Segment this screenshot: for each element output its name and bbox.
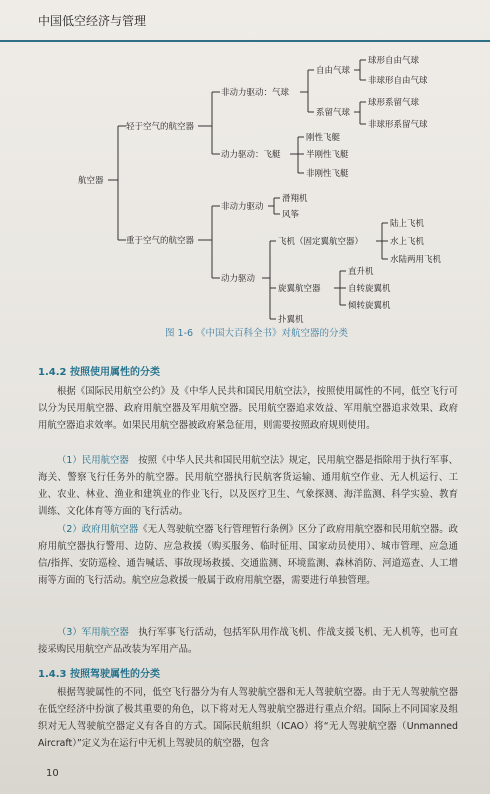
tree-node-rotorcraft: 旋翼航空器	[278, 284, 321, 294]
section-heading-143: 1.4.3 按照驾驶属性的分类	[38, 669, 160, 680]
tree-node-powered: 动力驱动	[221, 274, 256, 284]
tree-leaf-rigid-airship: 刚性飞艇	[306, 133, 341, 143]
tree-leaf-land-plane: 陆上飞机	[390, 219, 425, 229]
paragraph-government-text: 《无人驾驶航空器飞行管理暂行条例》区分了政府用航空器和民用航空器。政府用航空器执行警用、边防、应急救援（购买服务、临时征用、国家动员使用）、城市管理、应急通信/指挥、安防巡检、通告喊话、事故现场救援、交通监测、环境监测、森林消防、河道巡查、人工增雨等方面的飞行活动。航空应急救援一般属于政府用航空器，需要进行单独管理。	[38, 524, 458, 586]
paragraph-military-text: 执行军事飞行活动，包括军队用作战飞机、作战支援飞机、无人机等，也可直接采购民用航空产品改装为军用产品。	[38, 627, 458, 655]
tree-leaf-helicopter: 直升机	[348, 267, 374, 277]
paragraph-military	[38, 624, 458, 658]
tree-node-unpowered: 非动力驱动	[221, 202, 264, 212]
tree-leaf-nonspherical-tethered: 非球形系留气球	[368, 120, 428, 130]
government-label: （2）政府用航空器	[57, 524, 139, 535]
tree-node-powered-airship: 动力驱动：飞艇	[221, 150, 281, 160]
tree-node-fixed-wing: 飞机（固定翼航空器）	[278, 237, 364, 247]
running-title: 中国低空经济与管理	[38, 14, 147, 28]
tree-node-lighter-than-air: 轻于空气的航空器	[126, 122, 195, 132]
tree-leaf-glider: 滑翔机	[282, 194, 308, 204]
civil-label: （1）民用航空器	[57, 455, 129, 466]
classification-tree-diagram	[0, 40, 490, 330]
tree-leaf-semirigid-airship: 半刚性飞艇	[306, 150, 349, 160]
section-heading-142: 1.4.2 按照使用属性的分类	[38, 367, 160, 378]
tree-leaf-spherical-free: 球形自由气球	[368, 56, 420, 66]
page-number: 10	[46, 768, 59, 779]
paragraph-piloting	[38, 684, 458, 752]
paragraph-civil-text: 按照《中华人民共和国民用航空法》规定，民用航空器是指除用于执行军事、海关、警察飞行任务外的航空器。民用航空器执行民航客货运输、通用航空作业、无人机运行、工业、农业、林业、渔业和建筑业的作业飞行，以及医疗卫生、气象探测、海洋监测、科学实验、教育训练、文化体育等方面的飞行活动。	[38, 455, 458, 517]
figure-caption: 图 1-6 《中国大百科全书》对航空器的分类	[165, 328, 349, 339]
tree-leaf-spherical-tethered: 球形系留气球	[368, 98, 420, 108]
tree-leaf-nonspherical-free: 非球形自由气球	[368, 76, 428, 86]
tree-leaf-nonrigid-airship: 非刚性飞艇	[306, 169, 349, 179]
tree-leaf-tiltrotor: 倾转旋翼机	[348, 301, 391, 311]
tree-leaf-seaplane: 水上飞机	[390, 237, 425, 247]
military-label: （3）军用航空器	[57, 627, 129, 638]
tree-node-free-balloon: 自由气球	[316, 66, 351, 76]
tree-node-ornithopter: 扑翼机	[278, 315, 304, 325]
paragraph-piloting-text: 根据驾驶属性的不同，低空飞行器分为有人驾驶航空器和无人驾驶航空器。由于无人驾驶航空器在低空经济中扮演了极其重要的角色，以下将对无人驾驶航空器进行重点介绍。国际上不同国家及组织对无人驾驶航空器定义有各自的方式。国际民航组织（ICAO）将“无人驾驶航空器（Unmanned Aircraft）”定义为在运行中无机上驾驶员的航空器，包含	[38, 687, 458, 749]
tree-node-heavier-than-air: 重于空气的航空器	[126, 236, 195, 246]
tree-leaf-kite: 风筝	[282, 210, 300, 220]
paragraph-intro-text: 根据《国际民用航空公约》及《中华人民共和国民用航空法》，按照使用属性的不同，低空飞行可以分为民用航空器、政府用航空器及军用航空器。民用航空器追求效益、军用航空器追求效果、政府用航空器追求效率。如果民用航空器被政府紧急征用，则需要按照政府规则使用。	[38, 386, 458, 431]
tree-node-tethered-balloon: 系留气球	[316, 108, 351, 118]
tree-leaf-autogyro: 自转旋翼机	[348, 284, 391, 294]
page-header	[0, 0, 490, 42]
tree-leaf-amphibian: 水陆两用飞机	[390, 255, 442, 265]
paragraph-government	[38, 521, 458, 589]
paragraph-civil	[38, 452, 458, 520]
tree-root: 航空器	[78, 176, 104, 186]
tree-node-unpowered-balloon: 非动力驱动：气球	[221, 88, 290, 98]
paragraph-intro	[38, 383, 458, 434]
